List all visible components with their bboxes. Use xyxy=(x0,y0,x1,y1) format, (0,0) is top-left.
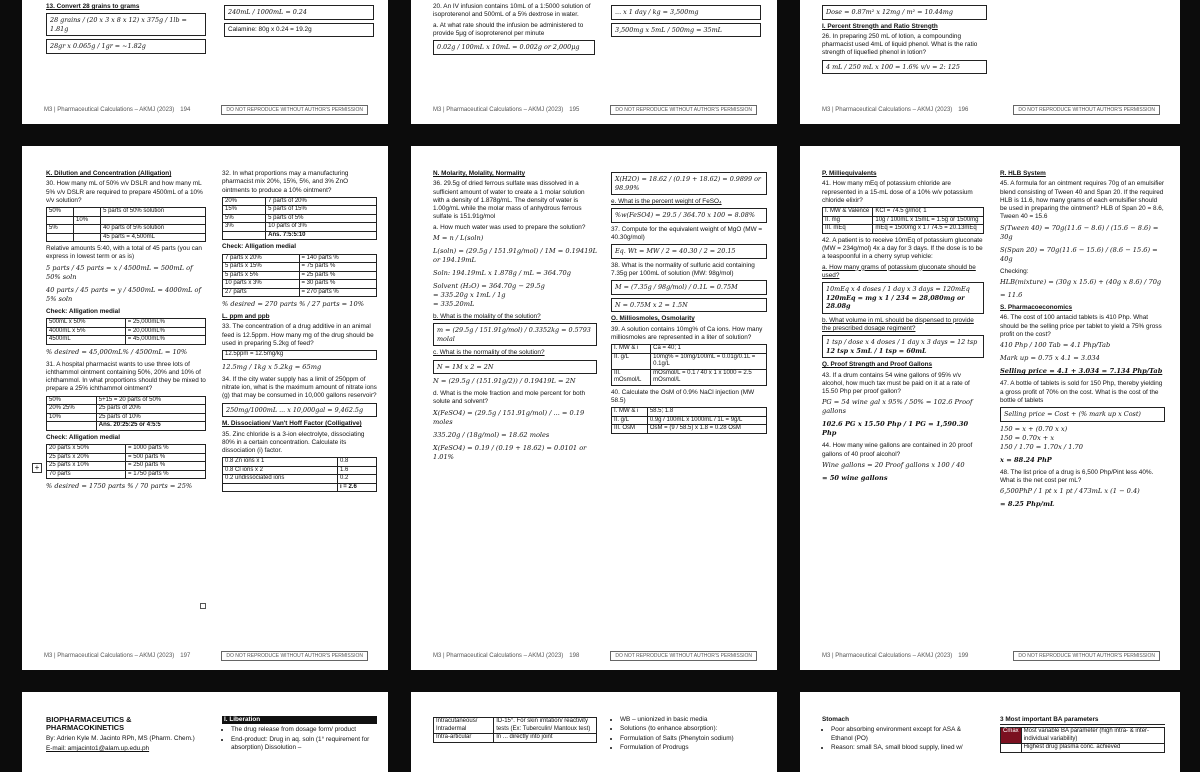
equation-box: 28 grains / (20 x 3 x 8 x 12) x 375g / 1lb = 1.81g xyxy=(46,13,206,36)
list-item: • Poor absorbing environment except for ASA & Ethanol (PO) xyxy=(831,726,984,743)
question-31: 31. A hospital pharmacist wants to use three lots of ichthammol ointment containing 50%, 20% and 10% of ichthammol. In what proportions should they be mixed to prepare a 25% ichthammol ointment? xyxy=(46,360,206,393)
question-36c: c. What is the normality of the solution? xyxy=(433,349,545,357)
question-45: 45. A formula for an ointment requires 70g of an emulsifier blend consisting of Tween 40 and Span 20. If the required HLB is 11.6, how many grams of each emulsifier should be used in preparing the ointment? HLB of Span 20 = 8.6, Tween 40 = 15.6 xyxy=(1000,180,1165,221)
section-heading: R. HLB System xyxy=(1000,170,1046,177)
equation: PG = 54 wine gal x 95% / 50% = 102.6 Proof gallons xyxy=(822,398,973,416)
column-left xyxy=(433,170,597,466)
equation: % desired = 270 parts % / 27 parts = 10% xyxy=(222,300,364,309)
question-34: 34. If the city water supply has a limit of 250ppm of nitrate ion, what is the maximum amount of nitrate ions (g) that may be consumed in 10,000 gallons reservoir? xyxy=(222,375,377,400)
equation-box: 240mL / 1000mL = 0.24 xyxy=(224,5,374,20)
section-heading: 3 Most important BA parameters xyxy=(1000,716,1165,725)
equation-box xyxy=(822,335,984,358)
question-32: 32. In what proportions may a manufacturing pharmacist mix 20%, 15%, 5%, and 3% ZnO ointments to produce a 10% ointment? xyxy=(222,170,349,194)
column-left xyxy=(46,716,206,755)
equation-box: X(H2O) = 18.62 / (0.19 + 18.62) = 0.9899 or 98.99% xyxy=(611,172,767,195)
list-item: • The drug release from dosage form/ product xyxy=(231,726,377,734)
equation: % desired = 1750 parts % / 70 parts = 25% xyxy=(46,482,193,491)
column-right xyxy=(611,3,761,40)
document-title: BIOPHARMACEUTICS & PHARMACOKINETICS xyxy=(46,715,132,733)
check-heading: Check: Alligation medial xyxy=(222,243,296,251)
column-right xyxy=(611,170,767,437)
column-left xyxy=(433,716,597,746)
equation: 1 tsp / dose x 4 doses / 1 day x 3 days = 12 tsp xyxy=(826,338,978,347)
column-left xyxy=(46,3,206,57)
equation: x = 88.24 PhP xyxy=(1000,455,1052,464)
question-36: 36. 29.5g of dried ferrous sulfate was dissolved in a sufficient amount of water to create a 1 molar solution with a density of 1.878g/mL. The density of water is 1.00g/mL while the molar mass of anhydrous ferrous sulfate is 151.91g/mol xyxy=(433,180,585,221)
equation: X(FeSO4) = 0.19 / (0.19 + 18.62) = 0.0101 or 1.01% xyxy=(433,443,587,461)
equation: Mark up = 0.75 x 4.1 = 3.034 xyxy=(1000,354,1100,363)
page-footer xyxy=(433,105,757,117)
equation-box: M = (7.35g / 98g/mol) / 0.1L = 0.75M xyxy=(611,280,767,295)
page-199 xyxy=(800,146,1180,670)
column-right xyxy=(224,3,374,40)
footer-title: M3 | Pharmaceutical Calculations – AKMJ (2023) xyxy=(433,653,564,659)
check-table: 20 parts x 50% = 1000 parts % 25 parts x 20% = 500 parts % 25 parts x 10% = 250 parts % 70 parts = 1750 parts % xyxy=(46,444,206,479)
route-table: Intracutaneous/ Intradermal ID-15°. For skin irritation/ reactivity tests (Ex: Tuberculin/ Mantoux test) Intra-articular In ... directly into joint xyxy=(433,717,597,743)
section-heading: S. Pharmacoeconomics xyxy=(1000,304,1073,312)
equation-box: 0.02g / 100mL x 10mL = 0.002g or 2,000μg xyxy=(433,40,595,55)
page-194 xyxy=(22,0,388,124)
page-200 xyxy=(22,692,388,772)
page-201 xyxy=(411,692,777,772)
section-heading: Q. Proof Strength and Proof Gallons xyxy=(822,361,933,369)
equation-box: Eq. Wt = MW / 2 = 40.30 / 2 = 20.15 xyxy=(611,244,767,259)
equation: % desired = 45,000mL% / 4500mL = 10% xyxy=(46,347,188,356)
page-number: 194 xyxy=(180,107,191,113)
question-35: 35. Zinc chloride is a 3-ion electrolyte, dissociating 80% in a certain concentration. Calculate its dissociation (i) factor. xyxy=(222,430,365,455)
equation-box: Dose = 0.87m² x 12mg / m² = 10.44mg xyxy=(822,5,987,20)
list-item: • Formulation of Prodrugs xyxy=(620,744,767,752)
page-202 xyxy=(800,692,1180,772)
question-26: 26. In preparing 250 mL of lotion, a compounding pharmacist used 4mL of liquid phenol. What is the ratio strength of liquefied phenol in lotion? xyxy=(822,32,978,57)
equation: = 11.6 xyxy=(1000,291,1023,300)
relative-amounts: Relative amounts 5:40, with a total of 45 parts (you can express in lowest term or as is) xyxy=(46,245,202,261)
equation-box: m = (29.5g / 151.91g/mol) / 0.3352kg = 0.5793 molal xyxy=(433,323,597,346)
ba-parameter-table: Cmax Most variable BA parameter (high intra- & inter-individual variability) Highest drug plasma conc. achieved xyxy=(1000,727,1165,753)
page-footer xyxy=(44,651,368,663)
section-heading: O. Milliosmoles, Osmolarity xyxy=(611,315,695,323)
equation-box: Calamine: 80g x 0.24 = 19.2g xyxy=(224,23,374,38)
equation: S(Span 20) = 70g(11.6 − 15.6) / (8.6 − 15.6) = 40g xyxy=(1000,245,1158,263)
question-30: 30. How many mL of 50% v/v DSLR and how many mL 5% v/v DSLR are required to prepare 4500mL of a 10% v/v solution? xyxy=(46,180,203,204)
dissociation-table: 0.8 Zn ions x 1 0.8 0.8 Cl ions x 2 1.6 0.2 undissociated ions 0.2 i = 2.6 xyxy=(222,457,377,492)
copyright-notice: DO NOT REPRODUCE WITHOUT AUTHOR'S PERMISSION xyxy=(221,105,368,115)
equation: N = (29.5g / (151.91g/2)) / 0.19419L = 2N xyxy=(433,377,576,386)
question-48: 48. The list price of a drug is 6,500 Php/Pint less 40%. What is the net cost per mL? xyxy=(1000,468,1154,484)
copyright-notice: DO NOT REPRODUCE WITHOUT AUTHOR'S PERMISSION xyxy=(610,105,757,115)
section-heading: L. ppm and ppb xyxy=(222,313,270,321)
list-item: • End-product: Drug in aq. soln (1° requirement for absorption) Dissolution – xyxy=(231,736,377,753)
copyright-notice: DO NOT REPRODUCE WITHOUT AUTHOR'S PERMISSION xyxy=(610,651,757,661)
question-38: 38. What is the normality of sulfuric acid containing 7.35g per 100mL of solution (MW: 98g/mol) xyxy=(611,261,755,278)
bullet-list xyxy=(822,726,984,752)
equation: 5 parts / 45 parts = x / 4500mL = 500mL of 50% soln xyxy=(46,263,193,281)
move-handle-icon[interactable]: + xyxy=(32,463,42,473)
equation: 12.5mg / 1kg x 5.2kg = 65mg xyxy=(222,362,322,371)
page-footer xyxy=(822,105,1160,117)
equation: Selling price = 4.1 + 3.034 = 7.134 Php/Tab xyxy=(1000,367,1163,376)
list-item: • Solutions (to enhance absorption): xyxy=(620,725,767,733)
equation: 335.20g / (18g/mol) = 18.62 moles xyxy=(433,430,550,439)
copyright-notice: DO NOT REPRODUCE WITHOUT AUTHOR'S PERMISSION xyxy=(221,651,368,661)
question-20: 20. An IV infusion contains 10mL of a 1:5000 solution of isoproterenol and 500mL of a 5% dextrose in water. xyxy=(433,3,591,19)
section-heading: I. Liberation xyxy=(222,716,377,724)
section-heading: P. Milliequivalents xyxy=(822,170,877,177)
page-195 xyxy=(411,0,777,124)
equation: = 50 wine gallons xyxy=(822,474,888,483)
check-table: 7 parts x 20% = 140 parts % 5 parts x 15% = 75 parts % 5 parts x 5% = 25 parts % 10 parts x 3% = 30 parts % 27 parts = 270 parts % xyxy=(222,254,377,298)
column-right xyxy=(1000,170,1165,513)
column-left xyxy=(822,3,987,77)
equation-box: 4 mL / 250 mL x 100 = 1.6% v/v = 2: 125 xyxy=(822,60,987,75)
page-number: 195 xyxy=(569,107,580,113)
equation: Wine gallons = 20 Proof gallons x 100 / 40 xyxy=(822,461,965,470)
email-link[interactable]: E-mail: amjacinto1@alam.up.edu.ph xyxy=(46,744,150,752)
equation-box: 3,500mg x 5mL / 500mg = 35mL xyxy=(611,23,761,38)
page-196 xyxy=(800,0,1180,124)
page-number: 199 xyxy=(958,653,969,659)
section-heading: Stomach xyxy=(822,716,849,723)
equation-box: 28gr x 0.065g / 1gr = ~1.82g xyxy=(46,39,206,54)
checking-label: Checking: xyxy=(1000,267,1029,275)
column-right xyxy=(222,170,377,495)
check-table: 500mL x 50% = 25,000mL% 4000mL x 5% = 20,000mL% 4500mL = 45,000mL% xyxy=(46,318,206,345)
bullet-list xyxy=(611,716,767,752)
list-item: • Formulation of Salts (Phenytoin sodium) xyxy=(620,735,767,743)
check-heading: Check: Alligation medial xyxy=(46,307,120,315)
question-47: 47. A bottle of tablets is sold for 150 Php, thereby yielding a gross profit of 70% on the cost. What is the cost of the bottle of tablets xyxy=(1000,380,1163,404)
page-198 xyxy=(411,146,777,670)
question-42: 42. A patient is to receive 10mEq of potassium gluconate (MW = 234g/mol) 4x a day for 3 days. If the dose is to be a teaspoonful in a cherry syrup vehicle: xyxy=(822,236,983,261)
alligation-grid: 50% 5+15 = 20 parts of 50% 20% 25% 25 parts of 20% 10% 25 parts of 10% Ans. 20:25:25 or 4:5:5 xyxy=(46,396,206,431)
osmol-table: I. MW & i Ca = 40; 1 II. g/L 10mg% = 10mg/100mL = 0.01g/0.1L = 0.1g/L III. mOsmol/L mOsmol/L = 0.1 / 40 x 1 x 1000 = 2.5 mOsmol/L xyxy=(611,344,767,386)
question-13: 13. Convert 28 grains to grams xyxy=(46,3,140,10)
equation: 12 tsp x 5mL / 1 tsp = 60mL xyxy=(826,346,927,355)
footer-title: M3 | Pharmaceutical Calculations – AKMJ (2023) xyxy=(44,107,175,113)
equation: Soln: 194.19mL x 1.878g / mL = 364.70g xyxy=(433,269,571,278)
equation-box xyxy=(822,282,984,314)
equation-box: ... x 1 day / kg = 3,500mg xyxy=(611,5,761,20)
equation: 150 = x + (0.70 x x) 150 = 0.70x + x 150 / 1.70 = 1.70x / 1.70 xyxy=(1000,424,1083,451)
page-number: 198 xyxy=(569,653,580,659)
equation: Solvent (H₂O) = 364.70g − 29.5g = 335.20g x 1mL / 1g = 335.20mL xyxy=(433,282,545,309)
section-heading: M. Dissociation/ Van't Hoff Factor (Colligative) xyxy=(222,420,362,428)
equation-box: N = 0.75M x 2 = 1.5N xyxy=(611,298,767,313)
page-footer xyxy=(433,651,757,663)
question-42b: b. What volume in mL should be dispensed to provide the prescribed dosage regiment? xyxy=(822,316,974,332)
question-36b: b. What is the molality of the solution? xyxy=(433,313,541,321)
footer-title: M3 | Pharmaceutical Calculations – AKMJ (2023) xyxy=(433,107,564,113)
footer-title: M3 | Pharmaceutical Calculations – AKMJ (2023) xyxy=(44,653,175,659)
equation: 102.6 PG x 15.50 Php / 1 PG = 1,590.30 Php xyxy=(822,420,969,438)
equation: 410 Php / 100 Tab = 4.1 Php/Tab xyxy=(1000,341,1111,350)
column-left xyxy=(433,3,595,58)
section-heading: I. Percent Strength and Ratio Strength xyxy=(822,22,938,30)
question-37: 37. Compute for the equivalent weight of MgO (MW = 40.30g/mol) xyxy=(611,225,763,242)
resize-handle-icon[interactable] xyxy=(200,603,206,609)
question-33: 33. The concentration of a drug additive in an animal feed is 12.5ppm. How many mg of the drug should be used in preparing 5.2kg of feed? xyxy=(222,323,374,348)
equation: 40 parts / 45 parts = y / 4500mL = 4000mL of 5% soln xyxy=(46,285,201,303)
equation: = 8.25 Php/mL xyxy=(1000,500,1055,509)
column-left xyxy=(822,716,984,753)
question-43: 43. If a drum contains 54 wine gallons of 95% v/v alcohol, how much tax must be paid on it at a rate of 15.50 Php per proof gallon? xyxy=(822,371,970,396)
equation: 10mEq x 4 doses / 1 day x 3 days = 120mEq xyxy=(826,285,970,294)
page-197 xyxy=(22,146,388,670)
list-item: • Reason: small SA, small blood supply, lined w/ xyxy=(831,744,984,752)
copyright-notice: DO NOT REPRODUCE WITHOUT AUTHOR'S PERMISSION xyxy=(1013,105,1160,115)
column-right xyxy=(222,716,377,753)
column-right xyxy=(611,716,767,753)
equation-box: %w(FeSO4) = 29.5 / 364.70 x 100 = 8.08% xyxy=(611,208,767,223)
osmol-table: I. MW & i 58.5; 1.8 II. g/L 0.9g / 100mL x 1000mL / 1L = 9g/L III. OsM OsM = (9 / 58.5) x 1.8 = 0.28 OsM xyxy=(611,407,767,434)
ppm-table: 12.5ppm = 12.5mg/kg xyxy=(222,350,377,360)
column-left xyxy=(46,170,206,495)
equation: S(Tween 40) = 70g(11.6 − 8.6) / (15.6 − 8.6) = 30g xyxy=(1000,223,1159,241)
equation: M = n / L(soln) xyxy=(433,234,484,243)
equation: L(soln) = (29.5g / 151.91g/mol) / 1M = 0.19419L or 194.19mL xyxy=(433,247,597,265)
check-heading: Check: Alligation medial xyxy=(46,433,120,441)
equation-box: Selling price = Cost + (% mark up x Cost) xyxy=(1000,407,1165,422)
section-heading: K. Dilution and Concentration (Alligation) xyxy=(46,170,172,177)
equation-box: N = 1M x 2 = 2N xyxy=(433,360,597,375)
page-number: 196 xyxy=(958,107,969,113)
page-footer xyxy=(822,651,1160,663)
question-39: 39. A solution contains 10mg% of Ca ions. How many milliosmoles are represented in a liter of solution? xyxy=(611,325,763,342)
equation: 120mEq = mg x 1 / 234 = 28,080mg or 28.08g xyxy=(826,293,965,311)
question-36e: e. What is the percent weight of FeSO₄ xyxy=(611,198,722,205)
equation: 6,500PhP / 1 pt x 1 pt / 473mL x (1 − 0.4) xyxy=(1000,487,1140,496)
author-line: By: Adrien Kyle M. Jacinto RPh, MS (Pharm. Chem.) xyxy=(46,734,195,742)
question-40: 40. Calculate the OsM of 0.9% NaCl injection (MW 58.5) xyxy=(611,388,755,405)
equation: X(FeSO4) = (29.5g / 151.91g/mol) / ... = 0.19 moles xyxy=(433,408,585,426)
question-20a: a. At what rate should the infusion be administered to provide 5μg of isoproterenol per minute xyxy=(433,21,584,37)
footer-title: M3 | Pharmaceutical Calculations – AKMJ (2023) xyxy=(822,107,953,113)
alligation-grid: 50% 5 parts of 50% solution 10% 5% 40 parts of 5% solution 45 parts = 4,500mL xyxy=(46,207,206,242)
section-heading: N. Molarity, Molality, Normality xyxy=(433,170,526,177)
question-36a: a. How much water was used to prepare the solution? xyxy=(433,223,586,231)
page-number: 197 xyxy=(180,653,191,659)
meq-table: I. MW & Valence KCl = 74.5 g/mol; 1 II. mg 10g / 100mL x 15mL = 1.5g or 1500mg III. mEq mEq = 1500mg x 1 / 74.5 = 20.13mEq xyxy=(822,207,984,234)
bullet-list xyxy=(222,726,377,752)
footer-title: M3 | Pharmaceutical Calculations – AKMJ (2023) xyxy=(822,653,953,659)
copyright-notice: DO NOT REPRODUCE WITHOUT AUTHOR'S PERMISSION xyxy=(1013,651,1160,661)
alligation-grid: 20% 7 parts of 20% 15% 5 parts of 15% 5% 5 parts of 5% 3% 10 parts of 3% Ans. 7:5:5:10 xyxy=(222,197,377,241)
list-item: • WB – unionized in basic media xyxy=(620,716,767,724)
question-44: 44. How many wine gallons are contained in 20 proof gallons of 40 proof alcohol? xyxy=(822,442,973,458)
equation-box: 250mg/1000mL ... x 10,000gal = 9,462.5g xyxy=(222,403,377,418)
equation: HLB(mixture) = (30g x 15.6) + (40g x 8.6) / 70g xyxy=(1000,278,1162,287)
question-36d: d. What is the mole fraction and mole percent for both solute and solvent? xyxy=(433,390,586,406)
column-left xyxy=(822,170,984,487)
question-46: 46. The cost of 100 antacid tablets is 410 Php. What should be the selling price per tablet to yield a 75% gross profit on the cost? xyxy=(1000,314,1162,338)
page-footer xyxy=(44,105,368,117)
question-41: 41. How many mEq of potassium chloride are represented in a 15-mL dose of a 10% w/v potassium chloride elixir? xyxy=(822,180,973,204)
question-42a: a. How many grams of potassium gluconate should be used? xyxy=(822,263,976,279)
